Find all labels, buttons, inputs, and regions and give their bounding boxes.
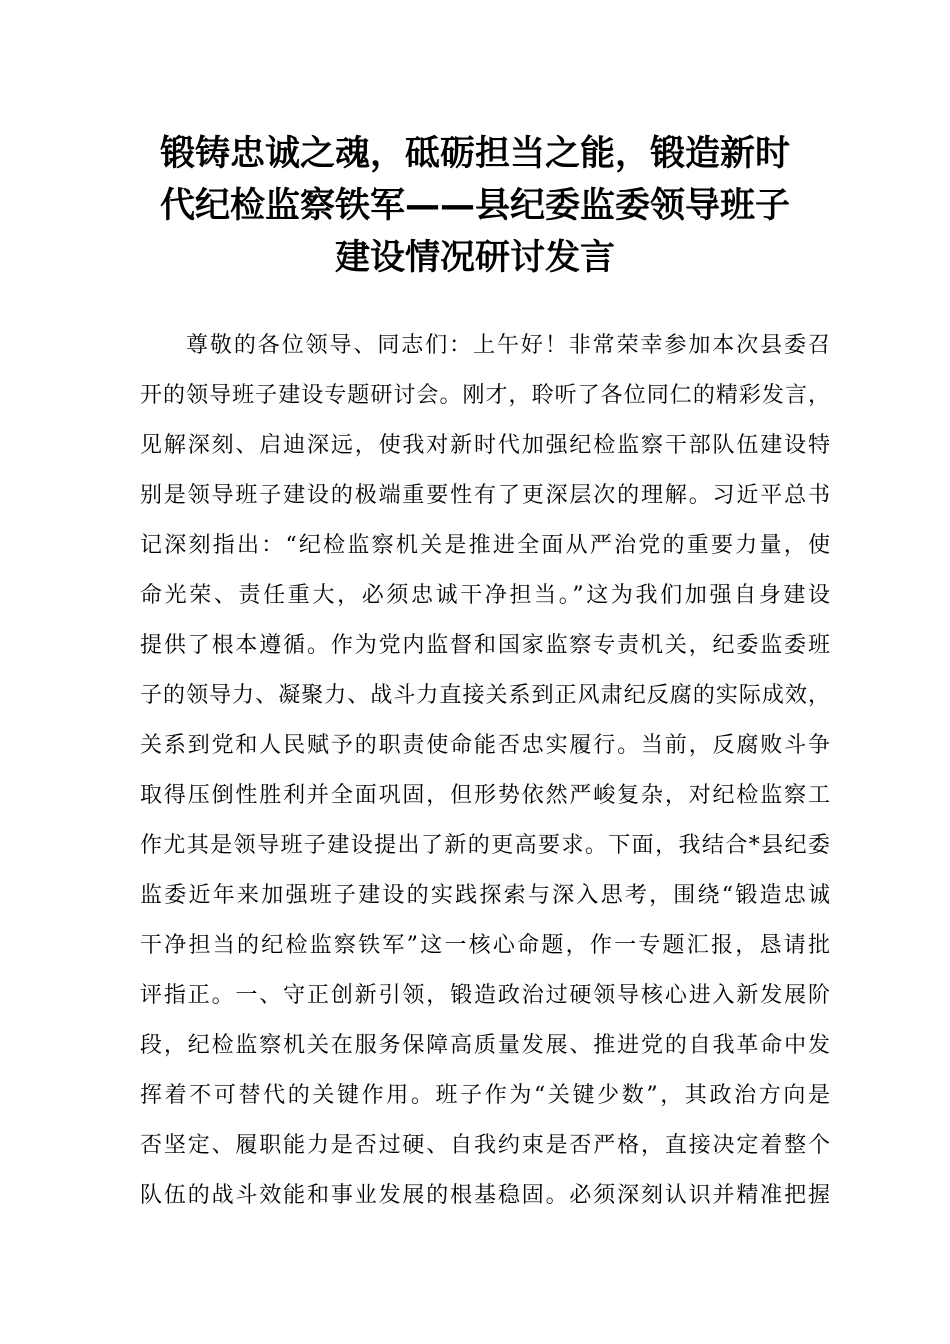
body-line-16: 挥着不可替代的关键作用。班子作为“关键少数”，其政治方向是	[140, 1083, 830, 1108]
body-line-14: 评指正。一、守正创新引领，锻造政治过硬领导核心进入新发展阶	[140, 983, 830, 1008]
body-line-17: 否坚定、履职能力是否过硬、自我约束是否严格，直接决定着整个	[140, 1133, 830, 1158]
body-line-2: 开的领导班子建设专题研讨会。刚才，聆听了各位同仁的精彩发言，	[140, 383, 830, 408]
title-line-2: 代纪检监察铁军——县纪委监委领导班子	[159, 186, 790, 226]
body-line-11: 作尤其是领导班子建设提出了新的更高要求。下面，我结合*县纪委	[140, 833, 830, 858]
body-line-4: 别是领导班子建设的极端重要性有了更深层次的理解。习近平总书	[140, 483, 830, 508]
body-line-7: 提供了根本遵循。作为党内监督和国家监察专责机关，纪委监委班	[140, 633, 830, 658]
body-line-13: 干净担当的纪检监察铁军”这一核心命题，作一专题汇报，恳请批	[140, 933, 830, 958]
title-line-3: 建设情况研讨发言	[334, 238, 615, 278]
body-line-1: 尊敬的各位领导、同志们：上午好！非常荣幸参加本次县委召	[186, 333, 830, 358]
body-line-10: 取得压倒性胜利并全面巩固，但形势依然严峻复杂，对纪检监察工	[140, 783, 830, 808]
body-line-3: 见解深刻、启迪深远，使我对新时代加强纪检监察干部队伍建设特	[140, 433, 830, 458]
body-line-6: 命光荣、责任重大，必须忠诚干净担当。”这为我们加强自身建设	[140, 583, 830, 608]
body-line-18: 队伍的战斗效能和事业发展的根基稳固。必须深刻认识并精准把握	[140, 1183, 830, 1208]
body-line-9: 关系到党和人民赋予的职责使命能否忠实履行。当前，反腐败斗争	[140, 733, 830, 758]
document-title	[120, 128, 830, 284]
body-line-12: 监委近年来加强班子建设的实践探索与深入思考，围绕“锻造忠诚	[140, 883, 830, 908]
body-line-15: 段，纪检监察机关在服务保障高质量发展、推进党的自我革命中发	[140, 1033, 830, 1058]
body-line-5: 记深刻指出：“纪检监察机关是推进全面从严治党的重要力量，使	[140, 533, 830, 558]
title-line-1: 锻铸忠诚之魂，砥砺担当之能，锻造新时	[159, 134, 790, 174]
body-line-8: 子的领导力、凝聚力、战斗力直接关系到正风肃纪反腐的实际成效，	[140, 683, 830, 708]
